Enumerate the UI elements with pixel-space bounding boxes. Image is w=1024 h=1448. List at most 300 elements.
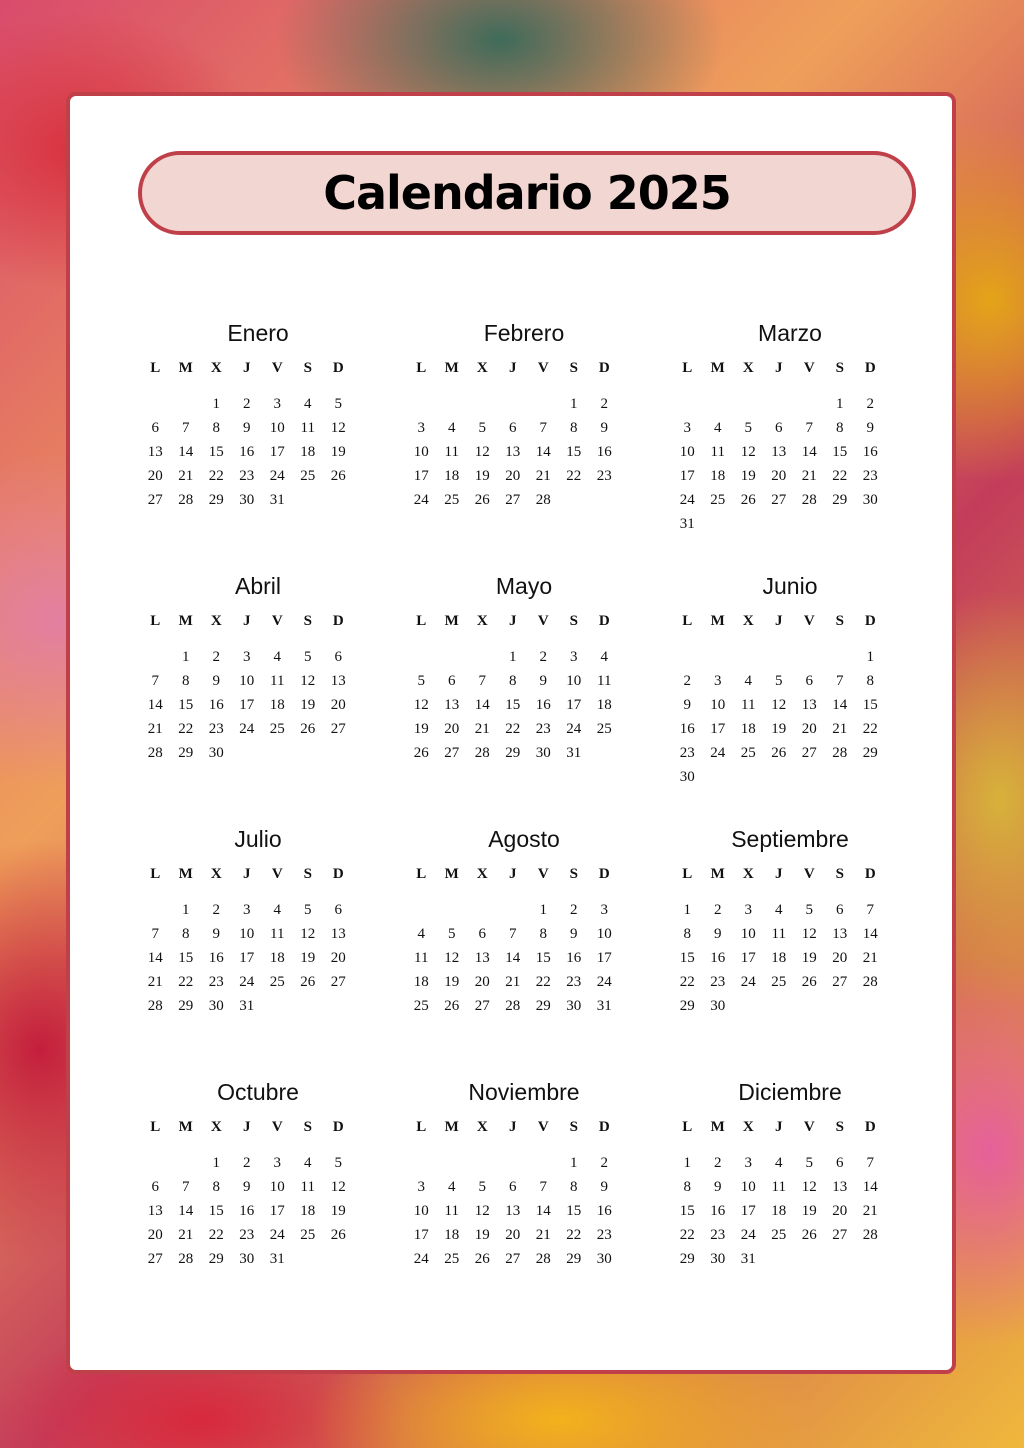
day-cell: 19 xyxy=(413,721,429,737)
day-cell: 31 xyxy=(269,492,285,508)
empty-cell xyxy=(467,392,498,416)
day-cell: 25 xyxy=(740,745,756,761)
day-cell: 31 xyxy=(566,745,582,761)
day-cell: 27 xyxy=(330,721,346,737)
weekday-header xyxy=(406,610,642,632)
weekday-label: V xyxy=(803,866,815,882)
weekday-label: J xyxy=(243,866,251,882)
day-cell: 8 xyxy=(539,926,547,942)
day-cell: 5 xyxy=(805,1155,813,1171)
day-cell: 16 xyxy=(596,444,612,460)
day-cell: 18 xyxy=(771,950,787,966)
day-cell: 8 xyxy=(836,420,844,436)
day-cell: 13 xyxy=(505,444,521,460)
weekday-label: J xyxy=(243,1119,251,1135)
weekday-header xyxy=(406,357,642,379)
day-cell: 25 xyxy=(300,468,316,484)
day-grid xyxy=(406,645,642,765)
day-cell: 28 xyxy=(862,1227,878,1243)
empty-cell xyxy=(528,1151,559,1175)
day-cell: 22 xyxy=(208,1227,224,1243)
day-cell: 28 xyxy=(535,1251,551,1267)
day-cell: 9 xyxy=(683,697,691,713)
day-cell: 14 xyxy=(801,444,817,460)
day-cell: 23 xyxy=(208,974,224,990)
month-name: Diciembre xyxy=(738,1079,842,1105)
day-cell: 16 xyxy=(208,697,224,713)
weekday-label: M xyxy=(178,613,193,629)
day-cell: 30 xyxy=(710,1251,726,1267)
day-cell: 11 xyxy=(300,420,315,436)
day-cell: 26 xyxy=(444,998,460,1014)
day-cell: 4 xyxy=(273,902,281,918)
day-cell: 17 xyxy=(413,1227,429,1243)
day-cell: 14 xyxy=(505,950,521,966)
weekday-label: X xyxy=(742,613,754,629)
day-cell: 21 xyxy=(147,721,163,737)
day-cell: 24 xyxy=(679,492,695,508)
day-grid xyxy=(140,392,376,512)
day-cell: 7 xyxy=(182,420,190,436)
month-octubre xyxy=(140,1077,376,1330)
day-cell: 11 xyxy=(414,950,429,966)
day-cell: 28 xyxy=(535,492,551,508)
months-grid xyxy=(140,318,938,1330)
weekday-label: M xyxy=(178,866,193,882)
day-cell: 22 xyxy=(832,468,848,484)
day-cell: 3 xyxy=(273,1155,281,1171)
empty-cell xyxy=(437,392,468,416)
weekday-header xyxy=(406,1116,642,1138)
day-cell: 4 xyxy=(304,396,312,412)
day-cell: 16 xyxy=(596,1203,612,1219)
month-name: Abril xyxy=(234,573,281,599)
day-cell: 8 xyxy=(570,1179,578,1195)
month-febrero xyxy=(406,318,642,571)
day-cell: 14 xyxy=(535,1203,551,1219)
day-cell: 5 xyxy=(304,649,312,665)
day-cell: 6 xyxy=(836,1155,844,1171)
title-banner xyxy=(138,151,916,235)
day-cell: 10 xyxy=(596,926,612,942)
day-cell: 29 xyxy=(208,492,224,508)
day-cell: 7 xyxy=(836,673,844,689)
empty-cell xyxy=(171,1151,202,1175)
empty-cell xyxy=(406,392,437,416)
day-cell: 30 xyxy=(566,998,582,1014)
day-cell: 23 xyxy=(862,468,878,484)
day-cell: 20 xyxy=(505,468,521,484)
day-cell: 13 xyxy=(330,673,346,689)
month-marzo xyxy=(672,318,908,571)
day-cell: 29 xyxy=(505,745,521,761)
day-cell: 26 xyxy=(801,974,817,990)
day-cell: 28 xyxy=(147,745,163,761)
day-cell: 29 xyxy=(535,998,551,1014)
month-name: Julio xyxy=(234,826,282,852)
day-cell: 5 xyxy=(478,1179,486,1195)
weekday-label: V xyxy=(537,1119,549,1135)
day-cell: 3 xyxy=(417,420,425,436)
weekday-header xyxy=(140,357,376,379)
day-cell: 26 xyxy=(330,1227,346,1243)
empty-cell xyxy=(140,898,171,922)
day-grid xyxy=(672,645,908,789)
day-cell: 1 xyxy=(570,1155,578,1171)
day-cell: 28 xyxy=(832,745,848,761)
day-cell: 19 xyxy=(300,950,316,966)
day-cell: 19 xyxy=(740,468,756,484)
weekday-label: L xyxy=(150,866,161,882)
day-cell: 6 xyxy=(509,1179,517,1195)
empty-cell xyxy=(794,645,825,669)
day-cell: 15 xyxy=(566,444,582,460)
day-cell: 7 xyxy=(478,673,486,689)
weekday-label: V xyxy=(537,360,549,376)
day-cell: 12 xyxy=(801,926,817,942)
day-cell: 3 xyxy=(600,902,608,918)
day-cell: 2 xyxy=(212,649,220,665)
day-cell: 23 xyxy=(679,745,695,761)
day-cell: 2 xyxy=(570,902,578,918)
day-cell: 23 xyxy=(535,721,551,737)
day-cell: 25 xyxy=(300,1227,316,1243)
day-cell: 9 xyxy=(539,673,547,689)
day-cell: 19 xyxy=(771,721,787,737)
day-cell: 1 xyxy=(509,649,517,665)
empty-cell xyxy=(764,645,795,669)
day-cell: 26 xyxy=(771,745,787,761)
day-cell: 15 xyxy=(178,697,194,713)
month-noviembre xyxy=(406,1077,642,1330)
day-cell: 14 xyxy=(862,926,878,942)
month-agosto xyxy=(406,824,642,1077)
day-cell: 7 xyxy=(151,673,159,689)
day-cell: 20 xyxy=(832,1203,848,1219)
day-cell: 14 xyxy=(535,444,551,460)
day-cell: 10 xyxy=(269,420,285,436)
weekday-label: J xyxy=(243,613,251,629)
day-cell: 5 xyxy=(478,420,486,436)
day-cell: 6 xyxy=(151,1179,159,1195)
day-cell: 14 xyxy=(147,697,163,713)
day-cell: 25 xyxy=(269,974,285,990)
weekday-label: M xyxy=(710,360,725,376)
empty-cell xyxy=(467,645,498,669)
day-cell: 7 xyxy=(509,926,517,942)
day-cell: 15 xyxy=(208,444,224,460)
day-cell: 9 xyxy=(570,926,578,942)
day-cell: 2 xyxy=(714,1155,722,1171)
day-cell: 27 xyxy=(147,1251,163,1267)
day-cell: 11 xyxy=(270,673,285,689)
day-cell: 12 xyxy=(801,1179,817,1195)
day-cell: 29 xyxy=(208,1251,224,1267)
weekday-label: V xyxy=(271,613,283,629)
day-cell: 7 xyxy=(151,926,159,942)
day-cell: 6 xyxy=(334,649,342,665)
day-cell: 4 xyxy=(448,420,456,436)
empty-cell xyxy=(703,645,734,669)
day-cell: 3 xyxy=(714,673,722,689)
day-cell: 1 xyxy=(866,649,874,665)
day-cell: 8 xyxy=(182,926,190,942)
weekday-label: X xyxy=(742,1119,754,1135)
weekday-label: D xyxy=(864,866,876,882)
day-cell: 28 xyxy=(178,492,194,508)
day-cell: 2 xyxy=(243,396,251,412)
day-cell: 13 xyxy=(505,1203,521,1219)
day-cell: 31 xyxy=(740,1251,756,1267)
day-cell: 16 xyxy=(535,697,551,713)
empty-cell xyxy=(437,1151,468,1175)
day-cell: 18 xyxy=(269,950,285,966)
day-cell: 27 xyxy=(147,492,163,508)
weekday-label: D xyxy=(598,866,610,882)
day-cell: 23 xyxy=(239,468,255,484)
day-cell: 5 xyxy=(304,902,312,918)
day-cell: 16 xyxy=(239,1203,255,1219)
day-cell: 16 xyxy=(566,950,582,966)
day-cell: 1 xyxy=(212,396,220,412)
day-cell: 23 xyxy=(239,1227,255,1243)
day-cell: 11 xyxy=(771,1179,786,1195)
weekday-label: L xyxy=(150,360,161,376)
day-cell: 26 xyxy=(330,468,346,484)
day-cell: 13 xyxy=(147,444,163,460)
day-cell: 18 xyxy=(740,721,756,737)
day-cell: 4 xyxy=(417,926,425,942)
weekday-label: S xyxy=(303,360,312,376)
empty-cell xyxy=(437,898,468,922)
day-cell: 5 xyxy=(334,1155,342,1171)
day-cell: 25 xyxy=(596,721,612,737)
day-cell: 6 xyxy=(509,420,517,436)
day-cell: 22 xyxy=(178,974,194,990)
day-cell: 30 xyxy=(596,1251,612,1267)
day-cell: 5 xyxy=(805,902,813,918)
month-name: Mayo xyxy=(495,573,553,599)
day-cell: 27 xyxy=(832,974,848,990)
weekday-label: D xyxy=(332,613,344,629)
empty-cell xyxy=(498,898,529,922)
month-name: Marzo xyxy=(758,320,822,346)
day-cell: 17 xyxy=(710,721,726,737)
day-cell: 22 xyxy=(566,468,582,484)
month-name: Enero xyxy=(227,320,289,346)
weekday-label: J xyxy=(243,360,251,376)
day-grid xyxy=(672,1151,908,1271)
day-cell: 10 xyxy=(566,673,582,689)
day-cell: 19 xyxy=(300,697,316,713)
weekday-label: M xyxy=(710,866,725,882)
day-cell: 16 xyxy=(710,1203,726,1219)
day-cell: 27 xyxy=(330,974,346,990)
day-cell: 24 xyxy=(269,468,285,484)
day-cell: 2 xyxy=(600,396,608,412)
weekday-header xyxy=(140,863,376,885)
day-cell: 24 xyxy=(239,721,255,737)
day-cell: 21 xyxy=(801,468,817,484)
day-cell: 12 xyxy=(771,697,787,713)
month-name: Agosto xyxy=(488,826,560,852)
day-cell: 23 xyxy=(596,1227,612,1243)
day-cell: 10 xyxy=(413,444,429,460)
day-cell: 9 xyxy=(714,926,722,942)
day-cell: 4 xyxy=(775,1155,783,1171)
day-cell: 13 xyxy=(832,1179,848,1195)
day-cell: 7 xyxy=(866,1155,874,1171)
weekday-label: V xyxy=(803,613,815,629)
weekday-label: S xyxy=(569,613,578,629)
empty-cell xyxy=(498,1151,529,1175)
day-cell: 10 xyxy=(710,697,726,713)
day-cell: 10 xyxy=(239,926,255,942)
day-cell: 18 xyxy=(413,974,429,990)
day-cell: 28 xyxy=(505,998,521,1014)
empty-cell xyxy=(140,645,171,669)
weekday-label: J xyxy=(775,360,783,376)
weekday-label: V xyxy=(803,1119,815,1135)
day-cell: 7 xyxy=(539,420,547,436)
weekday-label: V xyxy=(537,866,549,882)
weekday-label: D xyxy=(864,1119,876,1135)
day-cell: 23 xyxy=(208,721,224,737)
day-grid xyxy=(140,645,376,765)
day-cell: 11 xyxy=(597,673,612,689)
day-cell: 2 xyxy=(212,902,220,918)
day-cell: 18 xyxy=(444,468,460,484)
month-diciembre xyxy=(672,1077,908,1330)
weekday-label: D xyxy=(598,1119,610,1135)
weekday-label: L xyxy=(682,866,693,882)
weekday-label: M xyxy=(444,360,459,376)
day-cell: 13 xyxy=(444,697,460,713)
weekday-label: X xyxy=(210,613,222,629)
weekday-label: S xyxy=(835,360,844,376)
day-cell: 3 xyxy=(744,902,752,918)
day-cell: 2 xyxy=(714,902,722,918)
day-cell: 20 xyxy=(832,950,848,966)
day-cell: 11 xyxy=(300,1179,315,1195)
day-cell: 29 xyxy=(178,745,194,761)
day-cell: 1 xyxy=(182,902,190,918)
day-cell: 17 xyxy=(239,697,255,713)
weekday-label: J xyxy=(775,866,783,882)
weekday-label: D xyxy=(864,360,876,376)
day-cell: 25 xyxy=(413,998,429,1014)
day-cell: 11 xyxy=(444,1203,459,1219)
day-grid xyxy=(140,1151,376,1271)
day-cell: 21 xyxy=(147,974,163,990)
day-cell: 26 xyxy=(300,721,316,737)
day-cell: 26 xyxy=(474,1251,490,1267)
day-cell: 18 xyxy=(596,697,612,713)
weekday-label: S xyxy=(835,1119,844,1135)
day-cell: 29 xyxy=(566,1251,582,1267)
day-cell: 1 xyxy=(683,902,691,918)
day-cell: 23 xyxy=(596,468,612,484)
weekday-label: L xyxy=(150,613,161,629)
empty-cell xyxy=(467,1151,498,1175)
day-cell: 19 xyxy=(801,950,817,966)
day-cell: 19 xyxy=(801,1203,817,1219)
day-cell: 15 xyxy=(208,1203,224,1219)
weekday-label: X xyxy=(476,1119,488,1135)
day-cell: 17 xyxy=(239,950,255,966)
day-cell: 14 xyxy=(178,444,194,460)
day-cell: 3 xyxy=(683,420,691,436)
day-cell: 12 xyxy=(300,926,316,942)
day-cell: 9 xyxy=(212,673,220,689)
month-name: Noviembre xyxy=(468,1079,580,1105)
day-cell: 22 xyxy=(862,721,878,737)
day-cell: 15 xyxy=(679,1203,695,1219)
day-cell: 17 xyxy=(413,468,429,484)
empty-cell xyxy=(498,392,529,416)
day-cell: 6 xyxy=(478,926,486,942)
day-cell: 4 xyxy=(744,673,752,689)
day-cell: 9 xyxy=(600,420,608,436)
day-cell: 31 xyxy=(239,998,255,1014)
month-septiembre xyxy=(672,824,908,1077)
day-cell: 8 xyxy=(683,1179,691,1195)
day-grid xyxy=(140,898,376,1018)
day-cell: 17 xyxy=(679,468,695,484)
day-cell: 20 xyxy=(147,1227,163,1243)
day-cell: 8 xyxy=(212,420,220,436)
weekday-label: D xyxy=(598,360,610,376)
day-cell: 13 xyxy=(832,926,848,942)
weekday-header xyxy=(672,357,908,379)
day-cell: 17 xyxy=(740,950,756,966)
day-grid xyxy=(672,392,908,536)
weekday-label: X xyxy=(476,866,488,882)
day-cell: 25 xyxy=(710,492,726,508)
day-cell: 3 xyxy=(570,649,578,665)
day-cell: 25 xyxy=(771,1227,787,1243)
weekday-label: J xyxy=(509,613,517,629)
day-cell: 28 xyxy=(862,974,878,990)
weekday-label: V xyxy=(537,613,549,629)
day-cell: 14 xyxy=(474,697,490,713)
day-cell: 13 xyxy=(801,697,817,713)
day-cell: 9 xyxy=(243,420,251,436)
day-cell: 13 xyxy=(771,444,787,460)
weekday-label: J xyxy=(509,360,517,376)
day-cell: 14 xyxy=(178,1203,194,1219)
weekday-label: D xyxy=(598,613,610,629)
day-cell: 10 xyxy=(740,926,756,942)
day-cell: 16 xyxy=(710,950,726,966)
empty-cell xyxy=(703,392,734,416)
day-cell: 2 xyxy=(683,673,691,689)
weekday-label: J xyxy=(775,1119,783,1135)
day-cell: 2 xyxy=(243,1155,251,1171)
month-mayo xyxy=(406,571,642,824)
day-cell: 11 xyxy=(741,697,756,713)
day-cell: 4 xyxy=(714,420,722,436)
day-cell: 18 xyxy=(300,444,316,460)
day-cell: 19 xyxy=(444,974,460,990)
weekday-label: M xyxy=(444,613,459,629)
day-cell: 17 xyxy=(269,444,285,460)
day-cell: 19 xyxy=(474,468,490,484)
empty-cell xyxy=(733,392,764,416)
day-cell: 22 xyxy=(178,721,194,737)
day-cell: 21 xyxy=(178,1227,194,1243)
weekday-label: D xyxy=(332,360,344,376)
